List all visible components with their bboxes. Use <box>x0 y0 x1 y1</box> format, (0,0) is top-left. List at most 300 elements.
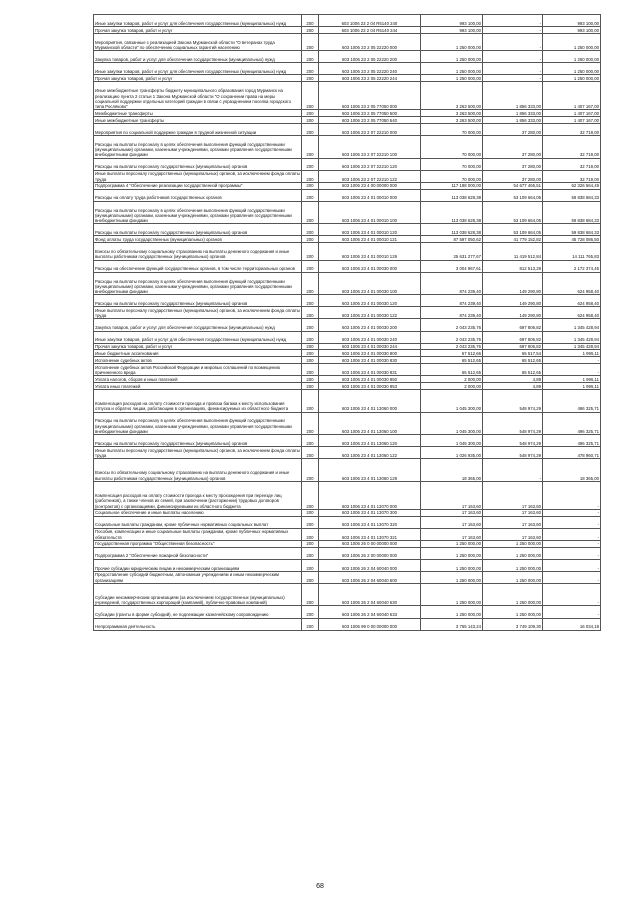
row-executed: 65 512,65 <box>483 357 543 364</box>
row-code: 200 <box>302 33 319 50</box>
table-row <box>94 189 601 201</box>
row-unexecuted: 1 250 000,00 <box>543 51 601 63</box>
row-executed: 1 250 000,00 <box>483 606 543 618</box>
row-unexecuted: 1 250 000,00 <box>543 75 601 82</box>
row-unexecuted: 496 325,71 <box>543 435 601 447</box>
row-budget-code: 603 1006 23 2 05 22220 244 <box>319 75 421 82</box>
row-executed: - <box>483 63 543 75</box>
row-name: Прочая закупка товаров, работ и услуг <box>94 75 302 82</box>
row-code: 200 <box>302 135 319 158</box>
table-row <box>94 343 601 350</box>
table-row <box>94 528 601 540</box>
row-name: Предоставление субсидий бюджетным, автономным учреждениям и иным некоммерческим организациям <box>94 571 302 583</box>
row-code: 200 <box>302 319 319 331</box>
row-name: Уплата иных платежей <box>94 383 302 390</box>
row-executed: 1 250 000,00 <box>483 571 543 583</box>
row-code: 200 <box>302 15 319 27</box>
row-executed: 37 280,00 <box>483 135 543 158</box>
table-row <box>94 540 601 547</box>
row-code: 200 <box>302 331 319 343</box>
row-executed: 17 163,60 <box>483 481 543 509</box>
table-row <box>94 583 601 606</box>
row-budget-code: 603 1006 23 2 05 77050 540 <box>319 117 421 124</box>
row-unexecuted: - <box>543 528 601 540</box>
row-executed: 149 290,80 <box>483 307 543 319</box>
row-approved: 2 043 235,76 <box>421 319 483 331</box>
row-approved: 17 163,60 <box>421 509 483 516</box>
row-name: Иные выплаты персоналу государственных (муниципальных) органов, за исключением фонда оплаты труда <box>95 171 300 182</box>
budget-table <box>93 14 601 631</box>
row-approved: 874 239,40 <box>421 307 483 319</box>
row-budget-code: 603 1006 23 2 07 22210 122 <box>319 170 421 182</box>
row-executed: 697 806,82 <box>483 331 543 343</box>
row-code: 200 <box>302 571 319 583</box>
row-code: 200 <box>302 63 319 75</box>
row-budget-code: 603 1006 23 4 01 13060 122 <box>319 447 421 459</box>
row-name: Закупка товаров, работ и услуг для обеспечения государственных (муниципальных) нужд <box>94 51 302 63</box>
row-executed: 17 163,60 <box>483 516 543 528</box>
row-code: 200 <box>302 170 319 182</box>
row-name: Исполнение судебных актов <box>94 357 302 364</box>
row-code: 200 <box>302 51 319 63</box>
row-code: 200 <box>302 236 319 243</box>
table-row <box>94 331 601 343</box>
row-executed: 548 974,29 <box>483 447 543 459</box>
table-row <box>94 110 601 117</box>
row-name: Расходы на обеспечение функций государственных органов, в том числе территориальных органов <box>94 260 302 272</box>
table-row <box>94 236 601 243</box>
table-row <box>94 295 601 307</box>
row-code: 200 <box>302 357 319 364</box>
row-code: 200 <box>302 123 319 135</box>
table-row <box>94 15 601 27</box>
row-code: 200 <box>302 224 319 236</box>
row-code: 200 <box>302 540 319 547</box>
row-unexecuted: 624 958,40 <box>543 295 601 307</box>
row-approved: 1 250 000,00 <box>421 75 483 82</box>
row-unexecuted: 14 111 765,83 <box>543 243 601 260</box>
row-executed: 3 749 109,30 <box>483 618 543 630</box>
row-budget-code: 603 1006 23 2 05 22220 240 <box>319 63 421 75</box>
row-executed: 1 250 000,00 <box>483 583 543 606</box>
row-budget-code: 603 1006 23 4 01 00010 000 <box>319 189 421 201</box>
table-row <box>94 364 601 376</box>
row-name: Иные закупки товаров, работ и услуг для обеспечения государственных (муниципальных) нужд <box>94 63 302 75</box>
row-approved: 993 100,00 <box>421 27 483 34</box>
row-approved: 117 188 000,00 <box>421 182 483 189</box>
row-budget-code: 603 1006 99 0 00 00000 000 <box>319 618 421 630</box>
row-approved: 65 512,65 <box>421 364 483 376</box>
row-executed: - <box>483 459 543 482</box>
row-unexecuted: 16 034,18 <box>543 618 601 630</box>
row-executed: 697 806,82 <box>483 319 543 331</box>
row-budget-code: 603 1006 23 4 01 00010 100 <box>319 201 421 224</box>
budget-table-body <box>94 15 601 631</box>
row-executed: 41 779 152,82 <box>483 236 543 243</box>
table-row <box>94 243 601 260</box>
row-code: 200 <box>302 243 319 260</box>
row-unexecuted: 32 719,00 <box>543 123 601 135</box>
row-budget-code: 603 1006 23 4 00 00000 000 <box>319 182 421 189</box>
row-unexecuted: 1 995,11 <box>543 383 601 390</box>
row-executed: 1 856 333,00 <box>483 82 543 110</box>
table-row <box>94 571 601 583</box>
row-budget-code: 603 1006 23 4 01 00030 800 <box>319 350 421 357</box>
table-row <box>94 170 601 182</box>
row-unexecuted: - <box>543 559 601 571</box>
row-name: Межбюджетные трансферты <box>94 110 302 117</box>
table-row <box>94 51 601 63</box>
row-approved: 2 043 235,76 <box>421 331 483 343</box>
table-row <box>94 509 601 516</box>
row-unexecuted: 993 100,00 <box>543 15 601 27</box>
table-row <box>94 123 601 135</box>
row-executed: 149 290,80 <box>483 272 543 295</box>
row-approved: 113 038 628,38 <box>421 189 483 201</box>
row-executed: 1 856 333,00 <box>483 110 543 117</box>
table-row <box>94 559 601 571</box>
row-executed: 65 517,54 <box>483 350 543 357</box>
row-code: 200 <box>302 516 319 528</box>
row-executed: 37 280,00 <box>483 158 543 170</box>
row-unexecuted: 1 250 000,00 <box>543 33 601 50</box>
table-row <box>94 158 601 170</box>
row-executed: 1 856 333,00 <box>483 117 543 124</box>
row-approved: 1 045 300,00 <box>421 435 483 447</box>
row-approved: 1 250 000,00 <box>421 51 483 63</box>
row-name: Иные межбюджетные трансферты <box>94 117 302 124</box>
row-budget-code: 603 1006 23 4 01 00030 100 <box>319 272 421 295</box>
row-name: Фонд оплаты труда государственных (муниципальных) органов <box>94 236 302 243</box>
row-code: 200 <box>302 447 319 459</box>
row-unexecuted: 496 325,71 <box>543 412 601 435</box>
table-row <box>94 459 601 482</box>
row-executed: 17 163,60 <box>483 509 543 516</box>
table-row <box>94 135 601 158</box>
row-approved: 113 038 628,38 <box>421 201 483 224</box>
row-approved: 3 263 500,00 <box>421 82 483 110</box>
row-name: Прочая закупка товаров, работ и услуг <box>94 27 302 34</box>
row-approved: 17 163,60 <box>421 528 483 540</box>
row-budget-code: 603 1006 23 2 05 22220 200 <box>319 51 421 63</box>
row-name: Мероприятия по социальной поддержке граждан в трудной жизненной ситуации <box>94 123 302 135</box>
row-unexecuted: 32 719,00 <box>543 158 601 170</box>
row-executed: 812 513,29 <box>483 260 543 272</box>
row-budget-code: 603 1006 23 4 01 00030 831 <box>319 364 421 376</box>
row-name: Подпрограмма 2 "Обеспечение пожарной безопасности" <box>94 547 302 559</box>
table-row <box>94 307 601 319</box>
row-name: Субсидии (гранты в форме субсидий), не подлежащие казначейскому сопровождению <box>94 606 302 618</box>
table-row <box>94 82 601 110</box>
row-executed: - <box>483 15 543 27</box>
row-name: Компенсация расходов на оплату стоимости проезда к месту прохождения при переезде лиц (работников), а также членов их семей, при заключении (расторжении) трудовых договоров (контрактов) с организациями, финансируемыми из областного бюджета <box>94 481 302 509</box>
table-row <box>94 33 601 50</box>
row-name: Непрограммная деятельность <box>94 618 302 630</box>
row-unexecuted: 1 345 428,94 <box>543 331 601 343</box>
row-budget-code: 603 1006 26 2 04 60040 630 <box>319 583 421 606</box>
row-name: Исполнение судебных актов Российской Федерации и мировых соглашений по возмещению причиненного вреда <box>94 364 302 376</box>
row-approved: 65 512,65 <box>421 357 483 364</box>
row-approved: 70 000,00 <box>421 158 483 170</box>
row-approved: 113 038 628,38 <box>421 224 483 236</box>
row-unexecuted: 32 719,00 <box>543 135 601 158</box>
table-row <box>94 383 601 390</box>
row-unexecuted: 59 838 684,33 <box>543 189 601 201</box>
row-unexecuted: 1 407 167,00 <box>543 82 601 110</box>
row-code: 200 <box>302 383 319 390</box>
row-executed: 53 109 664,05 <box>483 189 543 201</box>
row-approved: 25 631 277,67 <box>421 243 483 260</box>
row-budget-code: 603 1006 23 4 01 13060 100 <box>319 412 421 435</box>
row-budget-code: 603 1006 23 4 01 00030 240 <box>319 331 421 343</box>
row-name: Расходы на оплату труда работников государственных органов <box>94 189 302 201</box>
row-approved: 993 100,00 <box>421 15 483 27</box>
row-name: Взносы по обязательному социальному страхованию на выплаты денежного содержания и иные выплаты работникам государственных (муниципальных) органов <box>94 459 302 482</box>
row-name: Уплата налогов, сборов и иных платежей <box>94 376 302 383</box>
row-name: Иные выплаты персоналу государственных (муниципальных) органов, за исключением фонда оплаты труда <box>95 308 300 319</box>
row-unexecuted: - <box>543 357 601 364</box>
row-budget-code: 603 1006 23 4 01 00030 120 <box>319 295 421 307</box>
table-row <box>94 260 601 272</box>
row-approved: 1 250 000,00 <box>421 571 483 583</box>
row-code: 200 <box>302 260 319 272</box>
row-budget-code: 603 1006 23 4 01 13070 000 <box>319 481 421 509</box>
row-approved: 70 000,00 <box>421 135 483 158</box>
row-name: Расходы на выплаты персоналу в целях обеспечения выполнения функций государственными (муниципальными) органами, казенными учреждениями, органами управления государственными внебюджетными фондами <box>94 135 302 158</box>
row-executed: 1 250 000,00 <box>483 540 543 547</box>
row-code: 200 <box>302 272 319 295</box>
row-name: Иные закупки товаров, работ и услуг для обеспечения государственных (муниципальных) нужд <box>94 331 302 343</box>
table-row <box>94 412 601 435</box>
row-name: Прочие субсидии юридическим лицам и некоммерческим организациям <box>94 559 302 571</box>
row-budget-code: 603 1006 23 4 01 13060 129 <box>319 459 421 482</box>
row-code: 200 <box>302 158 319 170</box>
table-row <box>94 117 601 124</box>
row-executed: - <box>483 75 543 82</box>
row-approved: 1 250 000,00 <box>421 547 483 559</box>
row-executed: 54 677 465,51 <box>483 182 543 189</box>
row-name: Взносы по обязательному социальному страхованию на выплаты денежного содержания и иные выплаты работникам государственных (муниципальных) органов <box>94 243 302 260</box>
row-code: 200 <box>302 189 319 201</box>
row-code: 200 <box>302 182 319 189</box>
row-budget-code: 603 1006 23 2 07 22210 120 <box>319 158 421 170</box>
row-approved: 18 365,00 <box>421 459 483 482</box>
row-approved: 874 239,40 <box>421 272 483 295</box>
row-approved: 3 263 500,00 <box>421 110 483 117</box>
row-code: 200 <box>302 618 319 630</box>
row-unexecuted: 59 838 684,33 <box>543 201 601 224</box>
table-row <box>94 272 601 295</box>
row-approved: 1 250 000,00 <box>421 63 483 75</box>
row-budget-code: 603 1006 23 4 01 00030 850 <box>319 376 421 383</box>
row-budget-code: 603 1006 23 2 07 22210 100 <box>319 135 421 158</box>
row-executed: 37 280,00 <box>483 170 543 182</box>
row-code: 200 <box>302 75 319 82</box>
row-budget-code: 603 1006 23 4 01 00010 129 <box>319 243 421 260</box>
row-executed: 548 974,29 <box>483 435 543 447</box>
row-budget-code: 603 1006 23 2 07 22210 000 <box>319 123 421 135</box>
row-executed: 149 290,80 <box>483 295 543 307</box>
row-name: Расходы на выплаты персоналу в целях обеспечения выполнения функций государственными (муниципальными) органами, казенными учреждениями, органами управления государственными внебюджетными фондами <box>94 272 302 295</box>
row-unexecuted: 2 172 374,45 <box>543 260 601 272</box>
row-unexecuted: 59 838 684,33 <box>543 224 601 236</box>
row-code: 200 <box>302 459 319 482</box>
row-unexecuted: - <box>543 516 601 528</box>
row-name: Иные закупки товаров, работ и услуг для обеспечения государственных (муниципальных) нужд <box>94 15 302 27</box>
row-executed: 53 109 664,05 <box>483 224 543 236</box>
row-name: Социальное обеспечение и иные выплаты населению <box>94 509 302 516</box>
table-row <box>94 389 601 412</box>
row-unexecuted: - <box>543 540 601 547</box>
row-executed: 548 974,29 <box>483 412 543 435</box>
row-budget-code: 603 1006 23 4 01 13070 300 <box>319 509 421 516</box>
row-unexecuted: 18 365,00 <box>543 459 601 482</box>
row-unexecuted: 32 719,00 <box>543 170 601 182</box>
row-budget-code: 603 1006 23 2 05 77050 500 <box>319 110 421 117</box>
row-unexecuted: 496 325,71 <box>543 389 601 412</box>
row-code: 200 <box>302 583 319 606</box>
table-row <box>94 224 601 236</box>
row-unexecuted: 624 958,40 <box>543 307 601 319</box>
row-approved: 87 597 050,62 <box>421 236 483 243</box>
row-budget-code: 603 1006 23 4 01 00030 830 <box>319 357 421 364</box>
row-executed: 548 974,29 <box>483 389 543 412</box>
row-approved: 1 045 300,00 <box>421 389 483 412</box>
row-code: 200 <box>302 376 319 383</box>
row-executed: - <box>483 33 543 50</box>
row-code: 200 <box>302 606 319 618</box>
row-code: 200 <box>302 27 319 34</box>
row-code: 200 <box>302 559 319 571</box>
row-budget-code: 603 1006 23 4 01 13070 320 <box>319 516 421 528</box>
page-number: 68 <box>316 883 324 890</box>
row-executed: 17 163,60 <box>483 528 543 540</box>
row-code: 200 <box>302 412 319 435</box>
row-unexecuted: 1 995,11 <box>543 350 601 357</box>
row-approved: 2 000,00 <box>421 376 483 383</box>
row-approved: 1 250 000,00 <box>421 559 483 571</box>
table-row <box>94 350 601 357</box>
table-row <box>94 357 601 364</box>
row-budget-code: 603 1006 23 2 04 R5140 244 <box>319 27 421 34</box>
row-executed: 1 250 000,00 <box>483 547 543 559</box>
row-code: 200 <box>302 481 319 509</box>
row-budget-code: 603 1006 23 2 04 R5140 240 <box>319 15 421 27</box>
table-row <box>94 435 601 447</box>
row-unexecuted: 1 407 167,00 <box>543 110 601 117</box>
row-code: 200 <box>302 364 319 376</box>
row-code: 200 <box>302 117 319 124</box>
row-code: 200 <box>302 343 319 350</box>
row-budget-code: 603 1006 23 4 01 00030 000 <box>319 260 421 272</box>
row-budget-code: 603 1006 23 4 01 13060 000 <box>319 389 421 412</box>
row-unexecuted: - <box>543 364 601 376</box>
row-approved: 1 250 000,00 <box>421 606 483 618</box>
row-unexecuted: - <box>543 583 601 606</box>
row-unexecuted: 1 250 000,00 <box>543 63 601 75</box>
row-budget-code: 603 1006 26 2 04 60040 633 <box>319 606 421 618</box>
row-approved: 3 004 967,61 <box>421 260 483 272</box>
table-row <box>94 447 601 459</box>
row-executed: 53 109 664,05 <box>483 201 543 224</box>
row-unexecuted: 1 345 428,94 <box>543 319 601 331</box>
row-code: 200 <box>302 528 319 540</box>
row-approved: 3 765 143,24 <box>421 618 483 630</box>
row-name: Иные межбюджетные трансферты бюджету муниципального образования город Мурманск на реализацию пункта 2 статьи 1 Закона Мурманской области "О сохранении права на меры социальной поддержки отдельных категорий граждан в связи с упразднением поселка городского типа Росляково" <box>94 82 302 110</box>
row-approved: 2 000,00 <box>421 383 483 390</box>
row-code: 200 <box>302 295 319 307</box>
table-row <box>94 376 601 383</box>
row-executed: 11 419 512,84 <box>483 243 543 260</box>
row-budget-code: 603 1006 23 4 01 00010 121 <box>319 236 421 243</box>
row-code: 200 <box>302 350 319 357</box>
report-sheet <box>93 14 600 631</box>
row-code: 200 <box>302 82 319 110</box>
row-code: 200 <box>302 509 319 516</box>
row-name: Компенсация расходов на оплату стоимости проезда и провоза багажа к месту использования отпуска и обратно лицам, работающим в организациях, финансируемых из областного бюджета <box>94 389 302 412</box>
row-executed: 4,89 <box>483 383 543 390</box>
row-unexecuted: - <box>543 509 601 516</box>
row-approved: 1 045 300,00 <box>421 412 483 435</box>
row-budget-code: 603 1006 23 4 01 00030 200 <box>319 319 421 331</box>
row-code: 200 <box>302 110 319 117</box>
row-unexecuted: 993 100,00 <box>543 27 601 34</box>
row-code: 200 <box>302 201 319 224</box>
row-budget-code: 603 1006 26 0 00 00000 000 <box>319 540 421 547</box>
row-name: Пособия, компенсации и иные социальные выплаты гражданам, кроме публичных нормативных обязательств <box>94 528 302 540</box>
table-row <box>94 606 601 618</box>
row-name: Расходы на выплаты персоналу государственных (муниципальных) органов <box>94 158 302 170</box>
row-name: Мероприятия, связанные с реализацией Закона Мурманской области "О ветеранах труда Мурманской области" по обеспечению социальных гарантий населению <box>94 33 302 50</box>
row-unexecuted: - <box>543 481 601 509</box>
row-approved: 70 000,00 <box>421 170 483 182</box>
row-executed: - <box>483 27 543 34</box>
row-name: Расходы на выплаты персоналу государственных (муниципальных) органов <box>94 435 302 447</box>
row-unexecuted: 478 960,71 <box>543 447 601 459</box>
row-name: Иные бюджетные ассигнования <box>94 350 302 357</box>
row-budget-code: 603 1006 23 4 01 00030 244 <box>319 343 421 350</box>
row-unexecuted: 1 995,11 <box>543 376 601 383</box>
row-unexecuted: - <box>543 547 601 559</box>
row-budget-code: 603 1006 23 2 05 22220 000 <box>319 33 421 50</box>
table-row <box>94 319 601 331</box>
row-approved: 70 000,00 <box>421 123 483 135</box>
row-executed: 4,89 <box>483 376 543 383</box>
row-code: 200 <box>302 435 319 447</box>
row-code: 200 <box>302 307 319 319</box>
row-approved: 3 263 500,00 <box>421 117 483 124</box>
table-row <box>94 481 601 509</box>
row-approved: 2 043 235,76 <box>421 343 483 350</box>
row-approved: 1 250 000,00 <box>421 583 483 606</box>
table-row <box>94 63 601 75</box>
row-executed: - <box>483 51 543 63</box>
row-budget-code: 603 1006 23 4 01 13070 321 <box>319 528 421 540</box>
row-unexecuted: - <box>543 571 601 583</box>
row-unexecuted: 62 326 564,49 <box>543 182 601 189</box>
row-name: Государственная программа "Общественная безопасность" <box>94 540 302 547</box>
row-unexecuted: 1 345 428,94 <box>543 343 601 350</box>
table-row <box>94 75 601 82</box>
row-unexecuted: 624 958,40 <box>543 272 601 295</box>
row-name: Расходы на выплаты персоналу в целях обеспечения выполнения функций государственными (муниципальными) органами, казенными учреждениями, органами управления государственными внебюджетными фондами <box>94 412 302 435</box>
row-approved: 1 250 000,00 <box>421 33 483 50</box>
row-budget-code: 603 1006 23 4 01 13060 120 <box>319 435 421 447</box>
row-approved: 874 239,40 <box>421 295 483 307</box>
row-name: Прочая закупка товаров, работ и услуг <box>94 343 302 350</box>
row-budget-code: 603 1006 26 2 04 60040 000 <box>319 559 421 571</box>
row-name: Расходы на выплаты персоналу в целях обеспечения выполнения функций государственными (муниципальными) органами, казенными учреждениями, органами управления государственными внебюджетными фондами <box>94 201 302 224</box>
